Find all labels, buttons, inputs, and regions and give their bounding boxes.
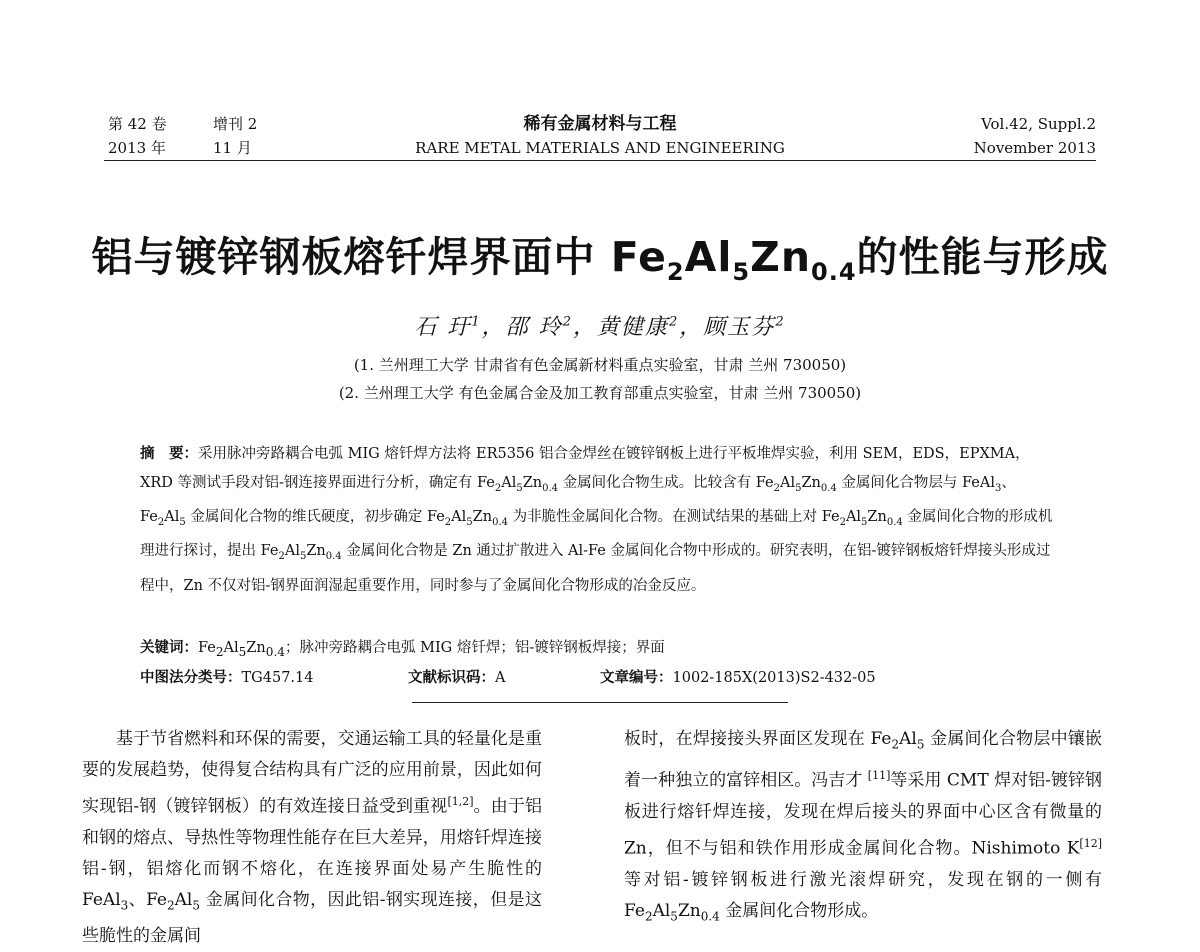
body-column-left: 基于节省燃料和环保的需要，交通运输工具的轻量化是重要的发展趋势，使得复合结构具有广泛的应用前景，因此如何实现铝-钢（镀锌钢板）的有效连接日益受到重视[1,2]。由于铝和钢的熔点、导热性等物理性能存在巨大差异，用熔钎焊连接铝-钢，铝熔化而钢不熔化，在连接界面处易产生脆性的 FeAl$_3$、$Fe_2Al_5$ 金属间化合物，因此铝-钢实现连接，但是这些脆性的金属间 <box>82 729 543 947</box>
journal-name-en: RARE METAL MATERIALS AND ENGINEERING <box>415 139 785 157</box>
classification-line: 中图法分类号：TG457.14 文献标识码：A 文章编号：1002-185X(2013)S2-432-05 <box>140 670 876 686</box>
journal-name-cn: 稀有金属材料与工程 <box>523 114 677 134</box>
abstract: 摘 要：采用脉冲旁路耦合电弧 MIG 熔钎焊方法将 ER5356 铝合金焊丝在镀锌钢板上进行平板堆焊实验，利用 SEM，EDS，EPXMA，XRD 等测试手段对铝-钢连接界面进行分析，确定有 $Fe_2Al_5Zn_{0.4}$ 金属间化合物生成。比较含有 $Fe_2Al_5Zn_{0.4}$ 金属间化合物层与 FeAl$_3$、$Fe_2Al_5$ 金属间化合物的维氏硬度，初步确定 $Fe_2Al_5Zn_{0.4}$ 为非脆性金属间化合物。在测试结果的基础上对 $Fe_2Al_5Zn_{0.4}$ 金属间化合物的形成机理进行探讨，提出 $Fe_2Al_5Zn_{0.4}$ 金属间化合物是 Zn 通过扩散进入 Al-Fe 金属间化合物中形成的。研究表明，在铝-镀锌钢板熔钎焊接头形成过程中，Zn 不仅对铝-钢界面润湿起重要作用，同时参与了金属间化合物形成的冶金反应。 <box>140 446 1053 594</box>
clc-number: TG457.14 <box>241 670 314 686</box>
paper-title: 铝与镀锌钢板熔钎焊界面中 $Fe_2Al_5Zn_{0.4}$的性能与形成 <box>91 233 1109 287</box>
section-rule <box>412 702 788 703</box>
abstract-label: 摘 要： <box>140 446 198 462</box>
affiliation-1: (1. 兰州理工大学 甘肃省有色金属新材料重点实验室，甘肃 兰州 730050) <box>353 356 847 374</box>
volume-cn: 第 42 卷 <box>108 115 167 133</box>
keywords: 关键词：$Fe_2Al_5Zn_{0.4}$；脉冲旁路耦合电弧 MIG 熔钎焊；铝-镀锌钢板焊接；界面 <box>140 640 665 659</box>
author: 邵 玲 <box>505 315 563 340</box>
supplement-cn: 增刊 2 <box>213 115 258 133</box>
article-number: 1002-185X(2013)S2-432-05 <box>672 670 876 686</box>
author: 石 玗 <box>414 315 472 340</box>
header-right <box>974 112 1096 160</box>
author: 黄健康 <box>596 315 669 340</box>
author: 顾玉芬 <box>703 315 776 340</box>
year-cn: 2013 年 <box>108 139 166 157</box>
document-code: A <box>495 670 506 686</box>
date-en: November 2013 <box>973 139 1096 157</box>
body-column-right: 板时，在焊接接头界面区发现在 $Fe_2Al_5$ 金属间化合物层中镶嵌着一种独立的富锌相区。冯吉才 [11]等采用 CMT 焊对铝-镀锌钢板进行熔钎焊连接，发现在焊后接头的界面中心区含有微量的 Zn，但不与铝和铁作用形成金属间化合物。Nishimoto K[12] 等对铝-镀锌钢板进行激光滚焊研究，发现在钢的一侧有 $Fe_2Al_5Zn_{0.4}$ 金属间化合物形成。 <box>624 729 1103 924</box>
author-list: 石 玗$^1$，邵 玲$^2$，黄健康$^2$，顾玉芬$^2$ <box>414 314 786 340</box>
header-rule <box>104 160 1096 161</box>
volume-en: Vol.42, Suppl.2 <box>981 115 1096 133</box>
keywords-label: 关键词： <box>140 640 198 656</box>
affiliation-2: (2. 兰州理工大学 有色金属合金及加工教育部重点实验室，甘肃 兰州 730050) <box>338 384 862 402</box>
formula: $Fe_2Al_5Zn_{0.4}$ <box>610 233 857 287</box>
month-cn: 11 月 <box>213 139 252 157</box>
